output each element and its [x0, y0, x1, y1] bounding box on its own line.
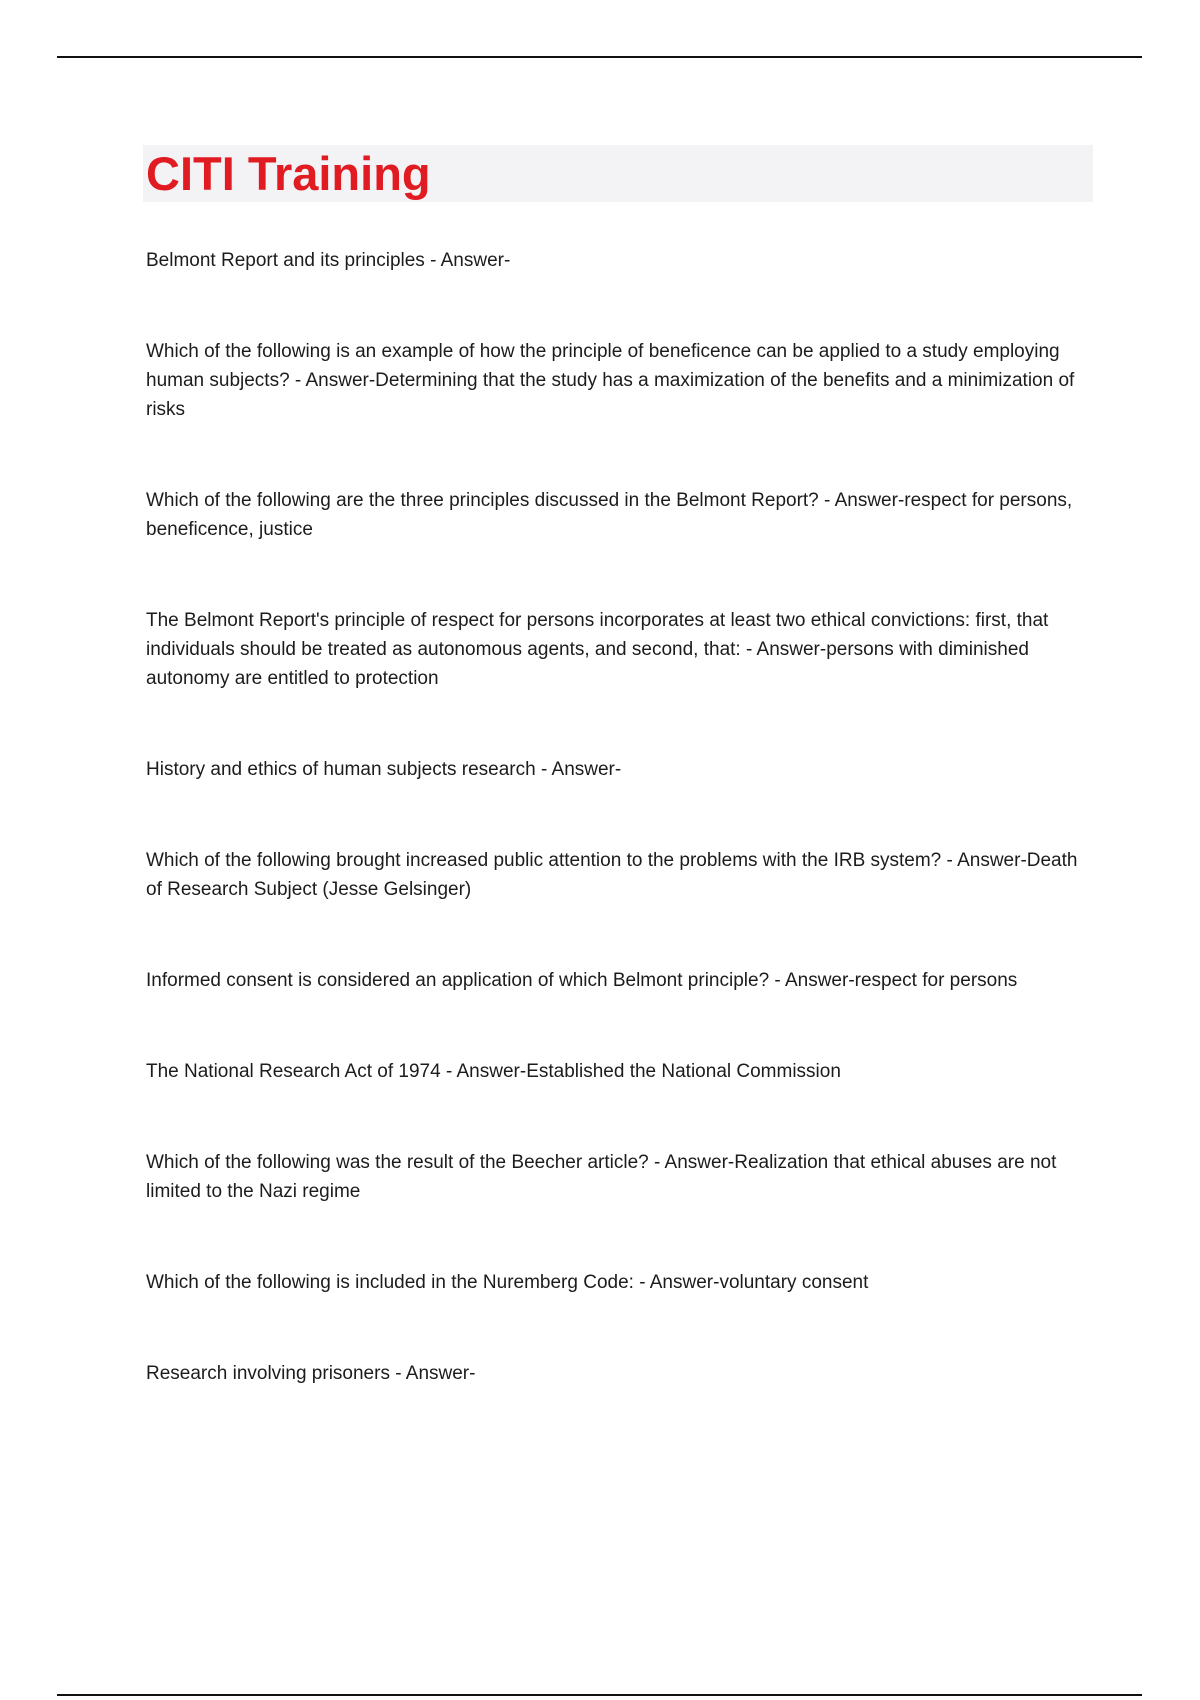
qa-entry: Which of the following brought increased public attention to the problems with the IRB system? - Answer-Death of Research Subject (Jesse Gelsinger) — [146, 850, 1078, 900]
qa-entry: Which of the following was the result of the Beecher article? - Answer-Realization that ethical abuses are not limited to the Nazi regime — [146, 1152, 1057, 1202]
qa-list — [146, 246, 1096, 1388]
qa-entry: Informed consent is considered an application of which Belmont principle? - Answer-respect for persons — [146, 970, 1018, 991]
qa-entry: Which of the following is included in the Nuremberg Code: - Answer-voluntary consent — [146, 1272, 869, 1293]
qa-entry: Belmont Report and its principles - Answer- — [146, 250, 511, 271]
qa-entry: The National Research Act of 1974 - Answer-Established the National Commission — [146, 1061, 841, 1082]
top-rule — [57, 56, 1142, 58]
qa-entry: Which of the following are the three principles discussed in the Belmont Report? - Answer-respect for persons, beneficence, justice — [146, 490, 1073, 540]
document-title: CITI Training — [146, 147, 431, 200]
qa-entry: Research involving prisoners - Answer- — [146, 1363, 476, 1384]
qa-entry: Which of the following is an example of how the principle of beneficence can be applied to a study employing human subjects? - Answer-Determining that the study has a maximization of the benefits and a minimization of risks — [146, 341, 1075, 420]
qa-entry: The Belmont Report's principle of respect for persons incorporates at least two ethical convictions: first, that individuals should be treated as autonomous agents, and second, that: - Answer-persons with diminished autonomy are entitled to protection — [146, 610, 1049, 689]
bottom-rule — [57, 1694, 1142, 1696]
qa-entry: History and ethics of human subjects research - Answer- — [146, 759, 622, 780]
